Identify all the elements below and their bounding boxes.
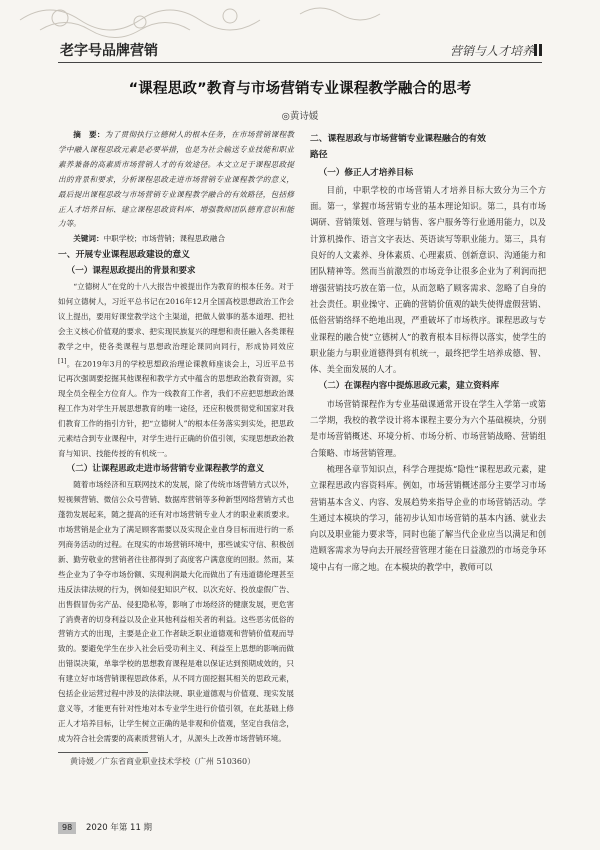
abstract — [58, 128, 294, 232]
section-2-heading: 二、课程思政与市场营销专业课程融合的有效 路径 — [310, 134, 486, 161]
magazine-name: 老字号品牌营销 — [60, 43, 158, 59]
section-1-1-heading: （一）课程思政提出的背景和要求 — [66, 266, 196, 277]
section-1-2-paragraph: 随着市场经济和互联网技术的发展，除了传统市场营销方式以外，短视频营销、微信公众号营销、数据库营销等多种新型网络营销方式也蓬勃发展起来，随之提高的还有对市场营销专业人才的职业素质要求。市场营销是企业为了满足顾客需要以及实现企业自身目标而进行的一系列商务活动的过程。在现实的市场营销环境中，那些诚实守信、积极创新、勤劳敬业的营销者往往都得到了高度客户满意度的回报。然而，某些企业为了争夺市场份额、实现利润最大化而做出了有违道德伦理甚至违反法律法规的行为，例如侵犯知识产权、以次充好、投放虚假广告、出售假冒伪劣产品、侵犯隐私等，影响了市场经济的健康发展，更危害了消费者的切身利益以及企业其他利益相关者的利益。这些恶劣低俗的营销方式的出现，主要是企业工作者缺乏职业道德观和营销价值观而导致的。要避免学生在步入社会后受功利主义、利益至上思想的影响而做出错误决策，单靠学校的思想教育课程是难以保证达到预期成效的，只有建立好市场营销课程思政体系，从不同方面挖掘其相关的思政元素，包括企业运营过程中涉及的法律法规、职业道德观与价值观、现实发展意义等，才能更有针对性地对本专业学生进行价值引领，在此基础上修正人才培养目标，让学生树立正确的是非观和价值观，坚定自我信念，成为符合社会需要的高素质营销人才，从源头上改善市场营销环境。 — [58, 480, 294, 743]
section-2-2-paragraph-a: 市场营销课程作为专业基础课通常开设在学生入学第一或第二学期，我校的教学设计将本课程主要分为六个基础模块，分别是市场营销概述、环境分析、市场分析、市场营销战略、营销组合策略、市场营销管理。 — [310, 398, 546, 458]
author-footnote: 黄诗媛／广东省商业职业技术学校（广州 510360） — [70, 757, 256, 766]
keywords — [58, 232, 294, 247]
left-column — [58, 128, 294, 747]
header-rule — [58, 62, 542, 63]
section-1-heading: 一、开展专业课程思政建设的意义 — [58, 250, 190, 261]
keywords-label: 关键词： — [73, 234, 104, 244]
issue-label: 2020 年第 11 期 — [86, 823, 153, 833]
section-name: 营销与人才培养 — [449, 44, 534, 58]
footnote-rule — [58, 752, 148, 753]
article-author: ◎黄诗媛 — [281, 111, 319, 122]
section-1-1-paragraph: “立德树人”在党的十八大报告中被提出作为教育的根本任务。对于如何立德树人，习近平总书记在2016年12月全国高校思想政治工作会议上提出，要用好课堂教学这个主渠道，把做人做事的基本道理、把社会主义核心价值观的要求、把实现民族复兴的理想和责任融入各类课程教学之中，使各类课程与思想政治理论课同向同行，形成协同效应[1]。在2019年3月的学校思想政治理论课教师座谈会上，习近平总书记再次强调要挖掘其他课程和教学方式中蕴含的思想政治教育资源，实现全员全程全方位育人。作为一线教育工作者，我们不应把思想政治课程工作为对学生开展思想教育的唯一途径，还应积极贯彻党和国家对我们教育工作的指引方针，把“立德树人”的根本任务落实到实处，把思政元素结合到专业课程中，对学生进行正确的价值引领，实现思想政治教育与知识、技能传授的有机统一。 — [58, 282, 294, 458]
citation-ref: [1] — [58, 357, 67, 365]
keywords-text: 中职学校；市场营销；课程思政融合 — [103, 234, 226, 244]
abstract-text: 为了贯彻执行立德树人的根本任务，在市场营销课程教学中融入课程思政元素是必要举措，也是为社会输送专业技能和职业素养兼备的高素质市场营销人才的有效途径。本文立足于课程思政提出的背景和要求，分析课程思政走进市场营销专业课程教学的意义，最后提出课程思政与市场营销专业课程教学融合的有效路径，包括修正人才培养目标、建立课程思政资料库、增强教师团队德育意识和能力等。 — [58, 130, 295, 229]
section-2-2-heading: （二）在课程内容中提炼思政元素，建立资料库 — [318, 381, 500, 392]
section-2-2-paragraph-b: 梳理各章节知识点，科学合理提炼“隐性”课程思政元素，建立课程思政内容资料库。例如，市场营销概述部分主要学习市场营销基本含义、内容、发展趋势来指导企业的市场营销活动。学生通过本模块的学习，能初步认知市场营销的基本内涵、就业去向以及职业能力要求等，同时也能了解当代企业应当以满足和创造顾客需求为导向去开展经营管理才能在日益激烈的市场竞争环境中占有一席之地。在本模块的教学中，教师可以 — [310, 463, 546, 572]
section-2-1-paragraph: 目前，中职学校的市场营销人才培养目标大致分为三个方面。第一，掌握市场营销专业的基本理论知识。第二，具有市场调研、营销策划、管理与销售、客户服务等行业通用能力，以及计算机操作、语言文字表达、英语读写等职业能力。第三，具有良好的人文素养、身体素质、心理素质、创新意识、沟通能力和团队精神等。然而当前激烈的市场竞争让很多企业为了利润而把增强营销技巧放在第一位，从而忽略了顾客需求、忽略了自身的社会责任。职业操守、正确的营销价值观的缺失使得虚假营销、低俗营销络绎不绝地出现，严重破坏了市场秩序。课程思政与专业课程的融合使“立德树人”的教育根本目标得以落实，使学生的职业能力与职业道德得到有机统一，最终把学生培养成德、智、体、美全面发展的人才。 — [310, 184, 546, 375]
section-marker-icon — [534, 44, 544, 56]
page-number: 98 — [58, 822, 76, 834]
article-title: “课程思政”教育与市场营销专业课程教学融合的思考 — [128, 81, 472, 97]
section-2-1-heading: （一）修正人才培养目标 — [318, 167, 414, 178]
right-column — [310, 130, 546, 575]
abstract-label: 摘 要： — [73, 130, 105, 139]
section-1-2-heading: （二）让课程思政走进市场营销专业课程教学的意义 — [66, 464, 265, 475]
